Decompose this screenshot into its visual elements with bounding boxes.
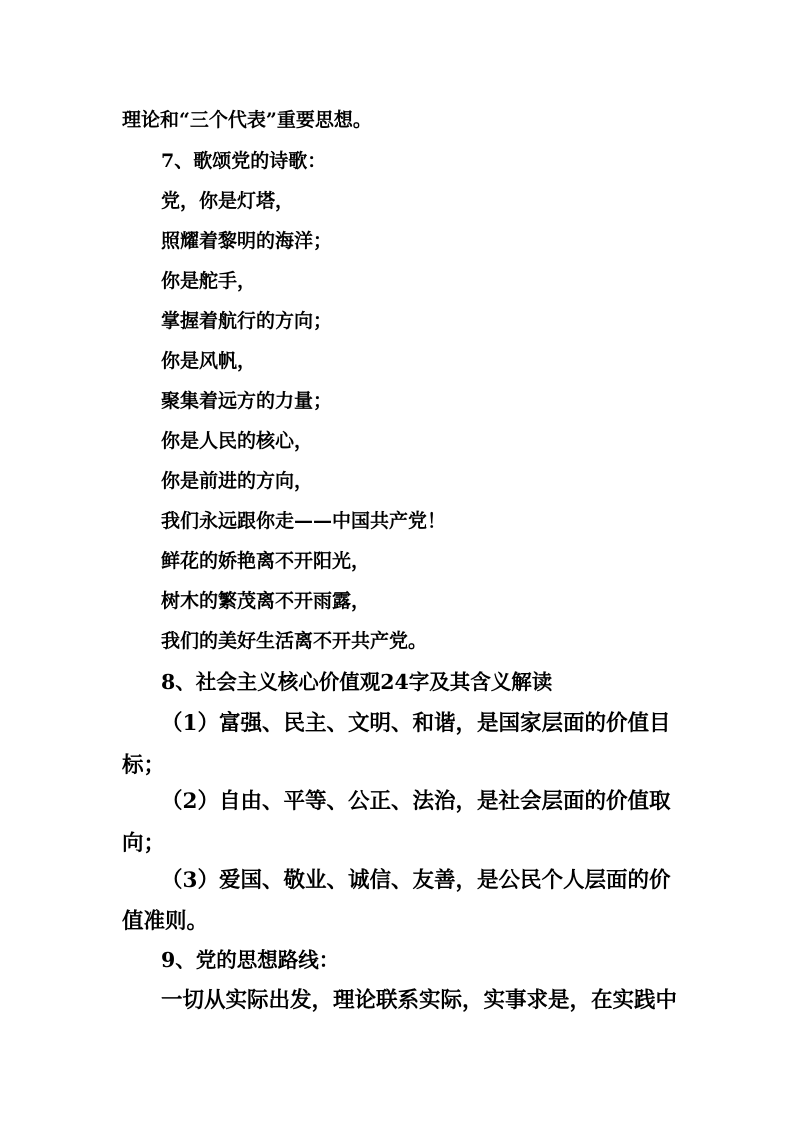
poem-line: 你是前进的方向， [161,470,314,492]
poem-line: 鲜花的娇艳离不开阳光， [161,550,371,572]
poem-line: 你是人民的核心， [161,430,314,452]
poem-line: 照耀着黎明的海洋； [161,230,333,252]
text-line: 理论和“三个代表”重要思想。 [122,109,372,131]
text-line: （1）富强、民主、文明、和谐，是国家层面的价值目 [161,711,671,736]
text-line: 一切从实际出发，理论联系实际，实事求是，在实践中 [161,988,678,1013]
text-line: 值准则。 [122,909,209,934]
poem-line: 我们的美好生活离不开共产党。 [161,630,428,652]
section-heading: 7、歌颂党的诗歌： [161,150,327,172]
text-line: （2）自由、平等、公正、法治，是社会层面的价值取 [161,789,671,814]
poem-line: 你是舵手， [161,270,257,292]
poem-line: 你是风帆， [161,350,257,372]
text-line: 标； [122,753,166,778]
poem-line: 掌握着航行的方向； [161,310,333,332]
section-heading: 8、社会主义核心价值观24字及其含义解读 [161,670,553,694]
section-heading: 9、党的思想路线： [161,948,340,972]
text-line: 向； [122,831,166,856]
poem-line: 党，你是灯塔， [161,190,295,212]
poem-line: 树木的繁茂离不开雨露， [161,590,371,612]
poem-line: 聚集着远方的力量； [161,390,333,412]
text-line: （3）爱国、敬业、诚信、友善，是公民个人层面的价 [161,868,671,893]
poem-line: 我们永远跟你走——中国共产党！ [161,510,447,532]
